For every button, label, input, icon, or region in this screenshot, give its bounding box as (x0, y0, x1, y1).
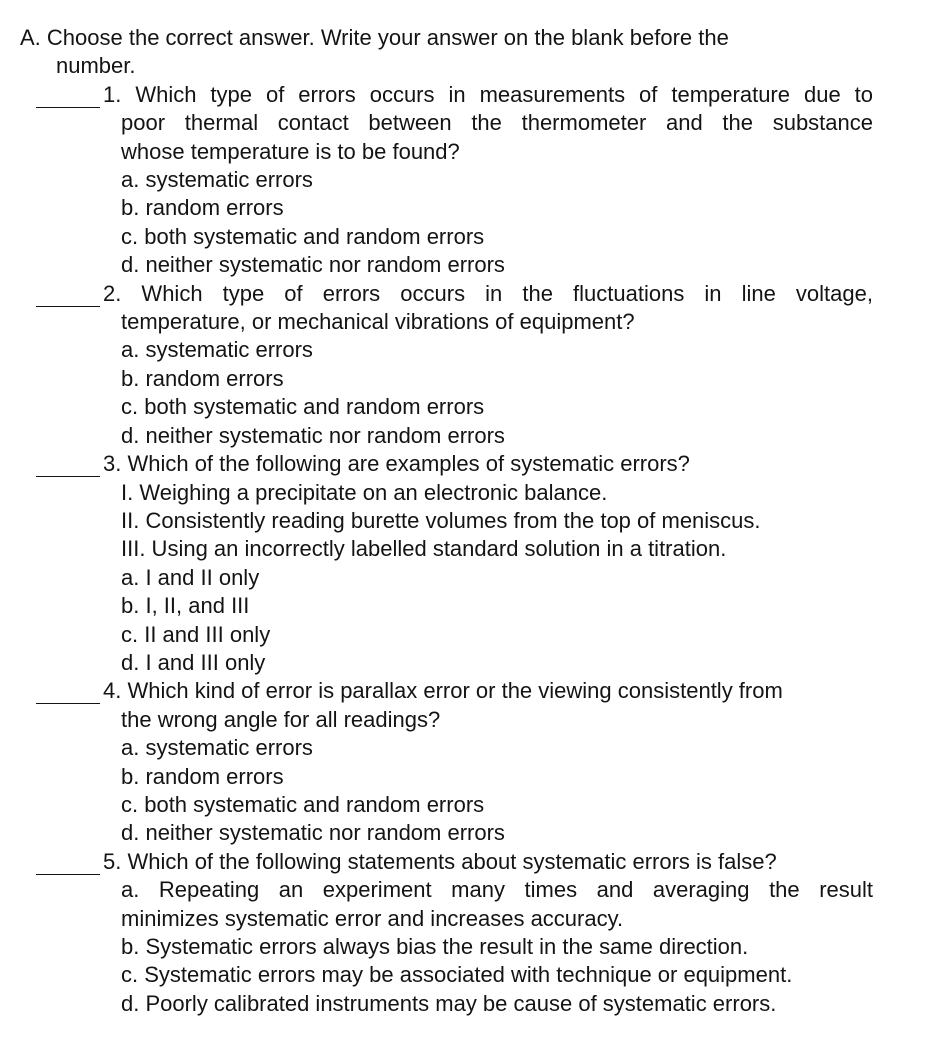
instruction (0, 24, 850, 81)
instruction-line: A. Choose the correct answer. Write your answer on the blank before the (20, 25, 729, 50)
option-a: a. I and II only (121, 564, 260, 590)
option-d: d. Poorly calibrated instruments may be cause of systematic errors. (121, 990, 777, 1016)
option-d: d. neither systematic nor random errors (121, 820, 505, 846)
option-c: c. both systematic and random errors (121, 791, 485, 817)
question-text: poor thermal contact between the thermometer and the substance (121, 110, 873, 136)
question-1 (0, 81, 942, 280)
question-text: the wrong angle for all readings? (121, 706, 441, 732)
worksheet (0, 24, 942, 1018)
question-stem: 5. Which of the following statements about systematic errors is false? (0, 848, 873, 876)
option-c: c. Systematic errors may be associated with technique or equipment. (121, 962, 793, 988)
question-2 (0, 280, 942, 450)
option-b: b. random errors (121, 763, 284, 789)
answer-blank[interactable] (36, 874, 100, 875)
question-stem: 1. Which type of errors occurs in measurements of temperature due to (0, 81, 873, 109)
option-b: b. I, II, and III (121, 593, 250, 619)
option-c: c. both systematic and random errors (121, 223, 485, 249)
option-d: d. neither systematic nor random errors (121, 422, 505, 448)
option-c: c. both systematic and random errors (121, 394, 485, 420)
answer-blank[interactable] (36, 476, 100, 477)
question-stem: 2. Which type of errors occurs in the fluctuations in line voltage, (0, 280, 873, 308)
question-text: temperature, or mechanical vibrations of equipment? (121, 309, 635, 335)
question-4 (0, 677, 942, 847)
question-stem: 3. Which of the following are examples of systematic errors? (0, 450, 873, 478)
option-b: b. Systematic errors always bias the result in the same direction. (121, 934, 749, 959)
statement-i: I. Weighing a precipitate on an electronic balance. (121, 479, 608, 505)
answer-blank[interactable] (36, 306, 100, 307)
option-d: d. neither systematic nor random errors (121, 252, 505, 278)
question-text: whose temperature is to be found? (121, 138, 460, 164)
option-a: a. systematic errors (121, 337, 313, 363)
question-3 (0, 450, 942, 677)
statement-ii: II. Consistently reading burette volumes from the top of meniscus. (121, 507, 761, 533)
option-d: d. I and III only (121, 649, 266, 675)
question-stem: 4. Which kind of error is parallax error or the viewing consistently from (0, 677, 873, 705)
question-5 (0, 848, 942, 1018)
option-a: a. systematic errors (121, 735, 313, 761)
option-b: b. random errors (121, 195, 284, 221)
instruction-line: number. (56, 53, 136, 79)
option-a: a. systematic errors (121, 167, 313, 193)
option-b: b. random errors (121, 365, 284, 391)
statement-iii: III. Using an incorrectly labelled standard solution in a titration. (121, 536, 727, 562)
option-a: a. Repeating an experiment many times and averaging the result (121, 877, 873, 903)
answer-blank[interactable] (36, 703, 100, 704)
answer-blank[interactable] (36, 107, 100, 108)
option-c: c. II and III only (121, 621, 271, 647)
option-a-continued: minimizes systematic error and increases accuracy. (121, 905, 624, 931)
